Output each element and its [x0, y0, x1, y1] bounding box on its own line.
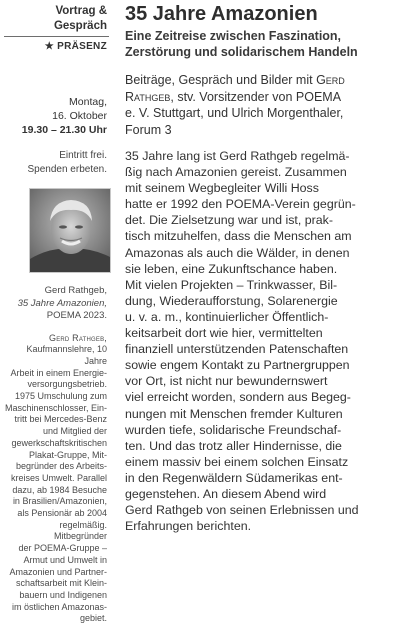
body-line: hatte er 1992 den POEMA-Verein gegrün-: [125, 196, 397, 212]
bio-line: bauern und Indigenen: [4, 590, 107, 602]
body-line: keitsarbeit dort wie hier, vermittelten: [125, 325, 397, 341]
body-line: einem massiv bei einem solchen Einsatz: [125, 454, 397, 470]
bio-line: dazu, ab 1984 Besuche: [4, 485, 107, 497]
bio-line: gebiet.: [4, 613, 107, 625]
bio-line: versorgungsbetrieb.: [4, 379, 107, 391]
body-line: det. Die Zielsetzung war und ist, prak-: [125, 212, 397, 228]
body-line: ßig nach Amazonien gereist. Zusammen: [125, 164, 397, 180]
body-line: 35 Jahre lang ist Gerd Rathgeb regelmä-: [125, 148, 397, 164]
body-line: finanziell unterstützenden Patenschaften: [125, 341, 397, 357]
bio-line: tritt bei Mercedes-Benz: [4, 414, 107, 426]
lead-line: [125, 72, 397, 89]
body-line: Erfahrungen berichten.: [125, 518, 397, 534]
event-time: 19.30 – 21.30 Uhr: [4, 123, 107, 137]
admission-line: Spenden erbeten.: [4, 163, 107, 177]
speaker-bio: [4, 333, 109, 625]
bio-line: schaftsarbeit mit Klein-: [4, 578, 107, 590]
bio-line: 1975 Umschulung zum: [4, 391, 107, 403]
portrait-photo: [29, 188, 111, 273]
bio-line: Arbeit in einem Energie-: [4, 368, 107, 380]
bio-line: der POEMA-Gruppe –: [4, 543, 107, 555]
bio-line: gewerkschaftskritischen: [4, 438, 107, 450]
portrait-photo-icon: [30, 189, 110, 272]
speaker-last-name: Rathgeb: [125, 90, 170, 104]
subtitle-line: Zerstörung und solidarischem Handeln: [125, 44, 397, 60]
body-line: tisch mitzuhelfen, dass die Menschen am: [125, 228, 397, 244]
body-line: sowie engem Kontakt zu Partnergruppen: [125, 357, 397, 373]
caption-work: 35 Jahre Amazonien,: [4, 298, 107, 311]
bio-line: Amazonien und Partner-: [4, 567, 107, 579]
body-line: u. v. a. m., kontinuierlicher Öffentlich-: [125, 309, 397, 325]
category-divider: [4, 36, 109, 37]
body-line: in den Regenwäldern Südamerikas ent-: [125, 470, 397, 486]
body-line: viel erreicht worden, sondern aus Begeg-: [125, 389, 397, 405]
body-line: nungen mit Menschen fremder Kulturen: [125, 406, 397, 422]
speaker-first-name: Gerd: [316, 73, 345, 87]
body-line: dung, Wiederaufforstung, Solarenergie: [125, 293, 397, 309]
lead-text: , stv. Vorsitzender von POEMA: [170, 90, 341, 104]
event-category: Vortrag & Gespräch: [4, 4, 109, 34]
bio-line: und Mitglied der: [4, 426, 107, 438]
body-line: sie leben, eine Zukunftschance haben.: [125, 261, 397, 277]
photo-caption: [4, 285, 109, 323]
bio-line: begründer des Arbeits-: [4, 461, 107, 473]
body-line: gegenstehen. An diesem Abend wird: [125, 486, 397, 502]
bio-line: kreises Umwelt. Parallel: [4, 473, 107, 485]
body-line: wurden tiefe, solidarische Freundschaf-: [125, 422, 397, 438]
bio-line: im östlichen Amazonas-: [4, 602, 107, 614]
lead-text: Beiträge, Gespräch und Bilder mit: [125, 73, 316, 87]
article: [125, 3, 397, 534]
body-line: mit seinem Wegbegleiter Willi Hoss: [125, 180, 397, 196]
admission-line: Eintritt frei.: [4, 149, 107, 163]
body-line: Mit vielen Projekten – Trinkwasser, Bil-: [125, 277, 397, 293]
subtitle-line: Eine Zeitreise zwischen Faszination,: [125, 28, 397, 44]
lead-line: Forum 3: [125, 122, 397, 139]
event-sidebar: [4, 4, 109, 625]
bio-line: Maschinenschlosser, Ein-: [4, 403, 107, 415]
bio-line: Kaufmannslehre, 10 Jahre: [4, 344, 107, 367]
article-title: 35 Jahre Amazonien: [125, 3, 397, 26]
body-line: Gerd Rathgeb von seinen Erlebnissen und: [125, 502, 397, 518]
bio-name: Gerd Rathgeb,: [4, 333, 107, 345]
caption-name: Gerd Rathgeb,: [4, 285, 107, 298]
caption-credit: POEMA 2023.: [4, 310, 107, 323]
article-subtitle: [125, 28, 397, 60]
event-day: 16. Oktober: [4, 109, 107, 123]
body-line: Amazonas als auch die Wälder, in denen: [125, 245, 397, 261]
bio-line: als Pensionär ab 2004: [4, 508, 107, 520]
presence-badge-label: PRÄSENZ: [57, 41, 107, 52]
star-icon: ★: [45, 41, 54, 52]
bio-line: Plakat-Gruppe, Mit-: [4, 450, 107, 462]
body-line: ten. Und das trotz aller Hindernisse, die: [125, 438, 397, 454]
event-weekday: Montag,: [4, 95, 107, 109]
bio-line: Armut und Umwelt in: [4, 555, 107, 567]
body-line: vor Ort, ist nicht nur bewundernswert: [125, 373, 397, 389]
bio-line: in Brasilien/Amazonien,: [4, 496, 107, 508]
bio-line: regelmäßig. Mitbegründer: [4, 520, 107, 543]
lead-line: [125, 89, 397, 106]
article-body: [125, 148, 397, 534]
admission-info: [4, 149, 109, 176]
event-date: [4, 95, 109, 137]
lead-line: e. V. Stuttgart, und Ulrich Morgenthaler,: [125, 105, 397, 122]
presence-badge: [4, 40, 109, 53]
article-lead: [125, 72, 397, 138]
